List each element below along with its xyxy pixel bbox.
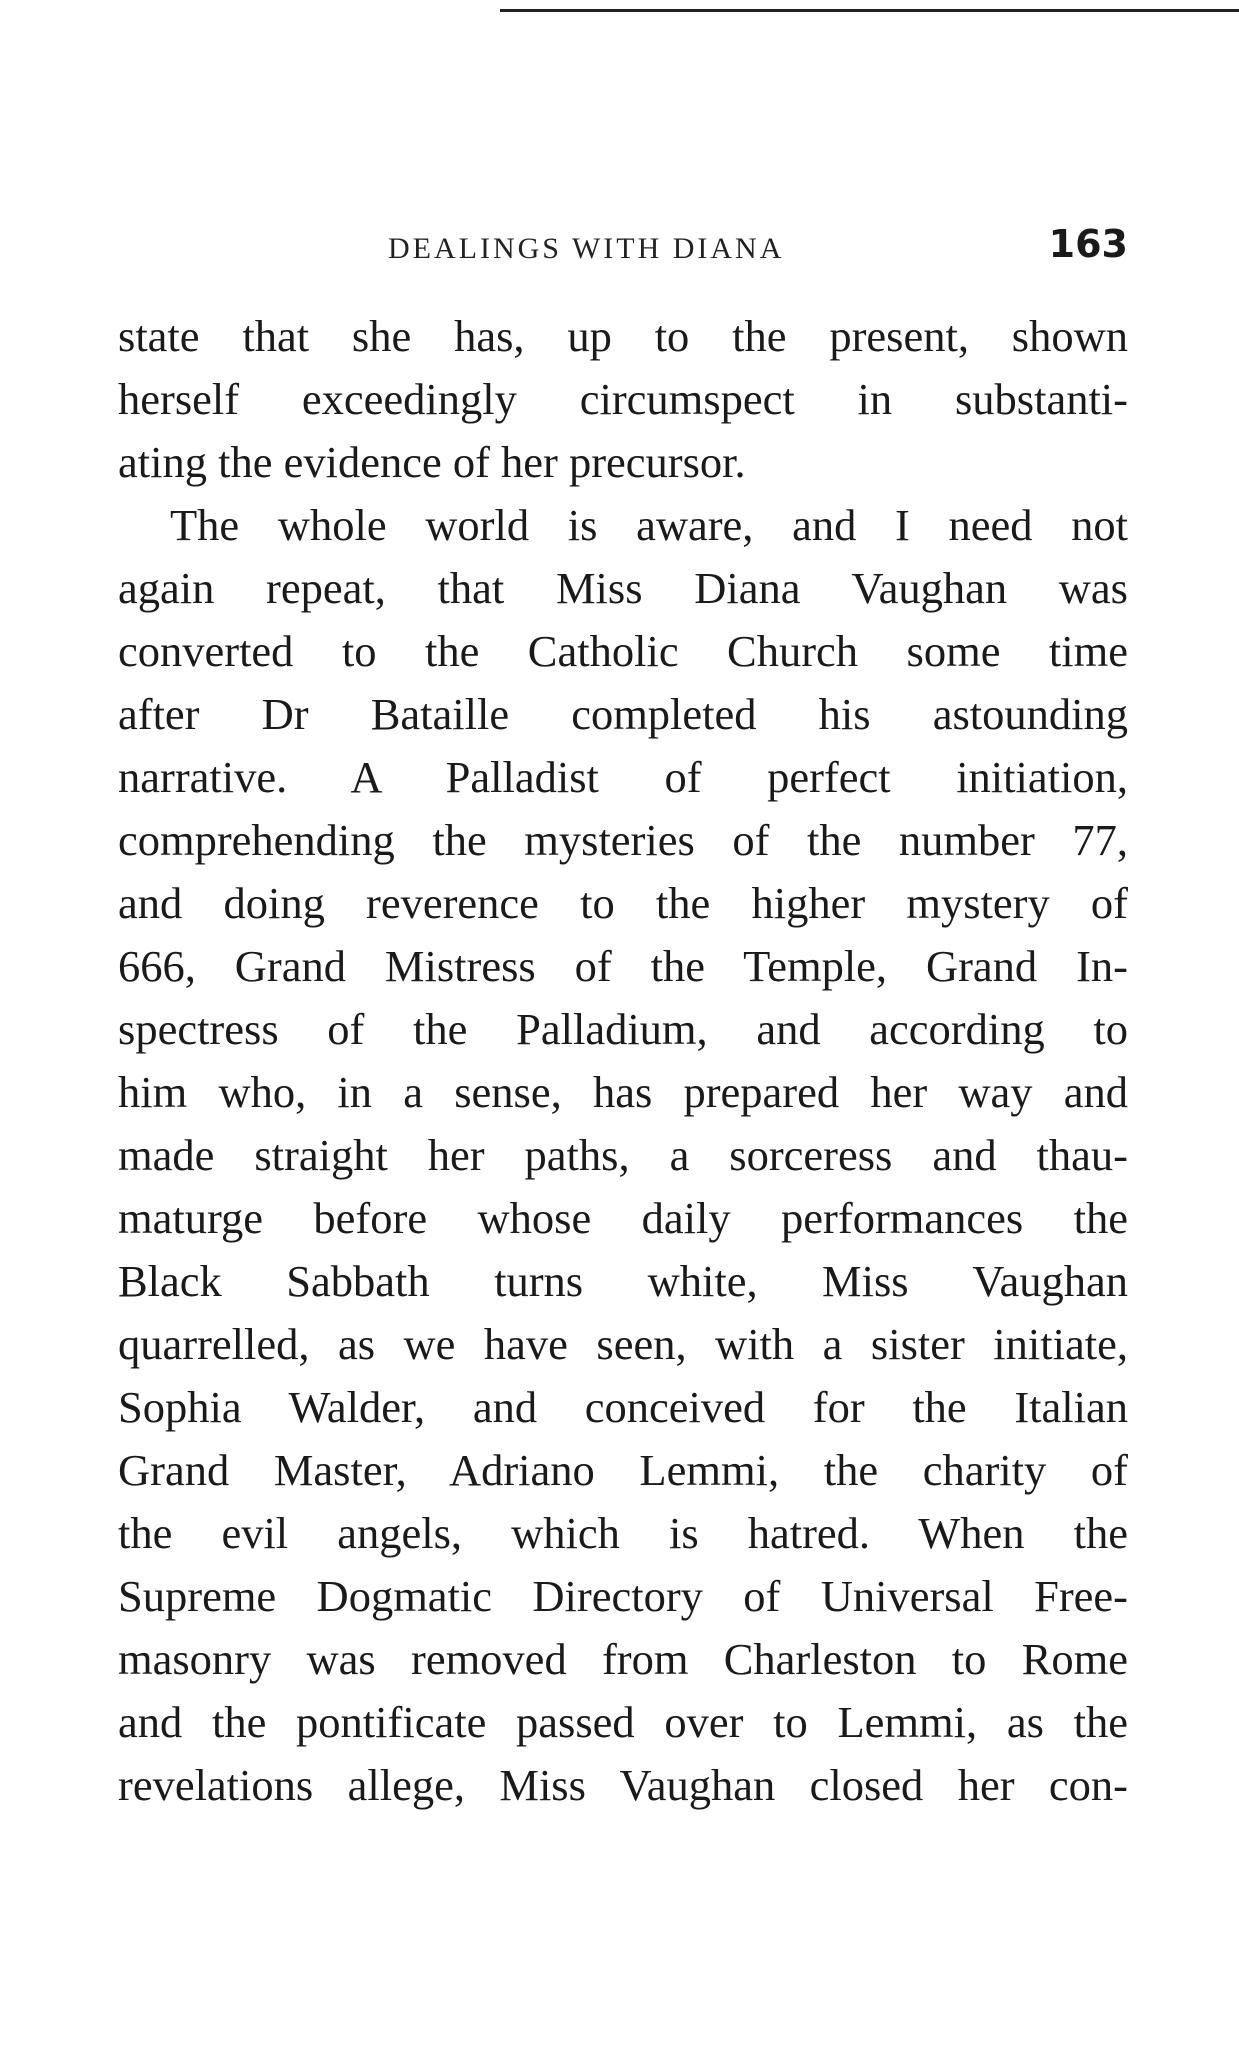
text-line: revelations allege, Miss Vaughan closed her con-: [118, 1760, 1128, 1810]
text-line: Supreme Dogmatic Directory of Universal Free-: [118, 1571, 1128, 1621]
text-line: 666, Grand Mistress of the Temple, Grand In-: [118, 941, 1128, 991]
top-rule: [500, 9, 1239, 12]
text-line: ating the evidence of her precursor.: [118, 437, 746, 487]
paragraph-1: [118, 305, 1128, 494]
text-line: herself exceedingly circumspect in substanti-: [118, 374, 1128, 424]
text-line: after Dr Bataille completed his astounding: [118, 689, 1128, 739]
text-line: and the pontificate passed over to Lemmi, as the: [118, 1697, 1128, 1747]
text-line: quarrelled, as we have seen, with a sister initiate,: [118, 1319, 1128, 1369]
page-header: [118, 222, 1128, 272]
running-head: DEALINGS WITH DIANA: [388, 232, 785, 265]
text-line: state that she has, up to the present, shown: [118, 311, 1128, 361]
page-number: 163: [1048, 222, 1128, 266]
paragraph-2: [118, 494, 1128, 1817]
text-line: Grand Master, Adriano Lemmi, the charity of: [118, 1445, 1128, 1495]
text-line: narrative. A Palladist of perfect initiation,: [118, 752, 1128, 802]
text-line: made straight her paths, a sorceress and thau-: [118, 1130, 1128, 1180]
text-line: masonry was removed from Charleston to Rome: [118, 1634, 1128, 1684]
text-line: comprehending the mysteries of the number 77,: [118, 815, 1128, 865]
text-line: Sophia Walder, and conceived for the Italian: [118, 1382, 1128, 1432]
text-line: spectress of the Palladium, and according to: [118, 1004, 1128, 1054]
text-line: The whole world is aware, and I need not: [170, 500, 1128, 550]
text-line: maturge before whose daily performances the: [118, 1193, 1128, 1243]
text-line: and doing reverence to the higher mystery of: [118, 878, 1128, 928]
text-line: the evil angels, which is hatred. When the: [118, 1508, 1128, 1558]
text-line: Black Sabbath turns white, Miss Vaughan: [118, 1256, 1128, 1306]
body-text: [118, 305, 1128, 1817]
text-line: him who, in a sense, has prepared her way and: [118, 1067, 1128, 1117]
text-line: converted to the Catholic Church some time: [118, 626, 1128, 676]
text-line: again repeat, that Miss Diana Vaughan was: [118, 563, 1128, 613]
